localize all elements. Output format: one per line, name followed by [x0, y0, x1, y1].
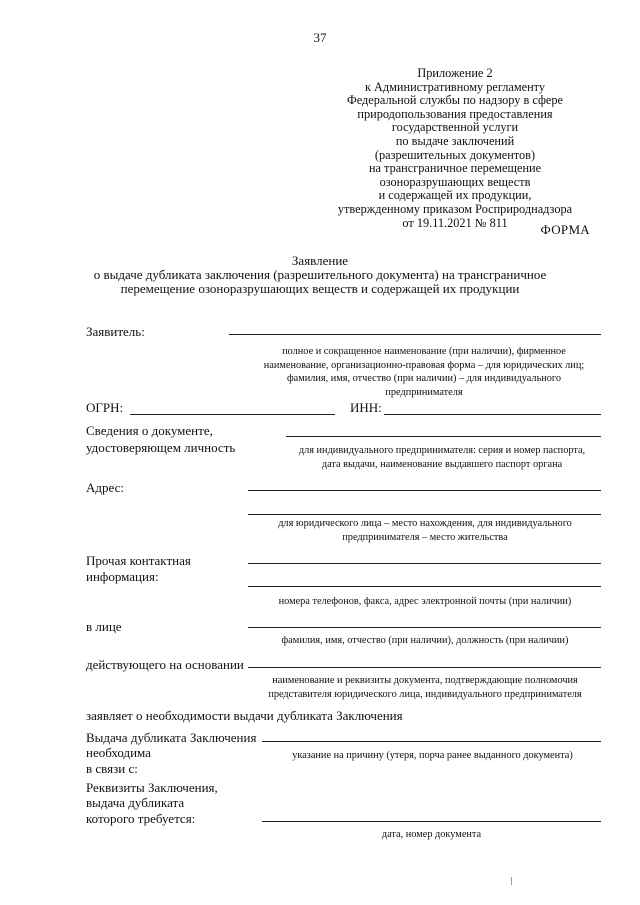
identity-doc-hint: для индивидуального предпринимателя: серия и номер паспорта, дата выдачи, наименование выдавшего паспорт органа: [298, 445, 586, 470]
ogrn-field[interactable]: [130, 414, 335, 415]
inn-label: ИНН:: [350, 400, 382, 415]
inn-field[interactable]: [384, 414, 601, 415]
contacts-hint: номера телефонов, факса, адрес электронной почты (при наличии): [278, 596, 572, 607]
title-line: перемещение озоноразрушающих веществ и содержащей их продукции: [120, 281, 520, 296]
scan-mark: [511, 877, 512, 885]
reason-label-2: необходима: [86, 745, 151, 760]
statement-text: заявляет о необходимости выдачи дубликата Заключения: [86, 708, 403, 723]
acting-basis-hint: наименование и реквизиты документа, подтверждающие полномочия представителя юридического лица, индивидуального предпринимателя: [268, 675, 582, 700]
identity-doc-label-2: удостоверяющем личность: [86, 440, 236, 455]
identity-doc-field[interactable]: [286, 436, 601, 437]
title-line: Заявление: [291, 253, 349, 268]
represented-by-field[interactable]: [248, 627, 601, 628]
appendix-line: от 19.11.2021 № 811: [402, 215, 508, 230]
applicant-hint: полное и сокращенное наименование (при наличии), фирменное наименование, организационно-правовая форма – для юридических лиц; фамилия, имя, отчество (при наличии) – для индивидуального предпринимателя: [263, 346, 585, 398]
identity-doc-label-1: Сведения о документе,: [86, 423, 213, 438]
title-line: о выдаче дубликата заключения (разрешительного документа) на трансграничное: [93, 267, 547, 282]
appendix-line: Приложение 2: [417, 66, 493, 80]
appendix-line: к Административному регламенту: [364, 79, 546, 94]
requisites-hint: дата, номер документа: [381, 829, 482, 840]
requisites-label-3: которого требуется:: [86, 811, 196, 826]
reason-hint: указание на причину (утеря, порча ранее выданного документа): [292, 750, 573, 761]
acting-basis-field[interactable]: [248, 667, 601, 668]
appendix-line: Федеральной службы по надзору в сфере: [347, 93, 563, 108]
form-label: ФОРМА: [540, 222, 590, 237]
applicant-label: Заявитель:: [86, 324, 145, 339]
acting-basis-label: действующего на основании: [86, 657, 244, 672]
appendix-line: утвержденному приказом Росприроднадзора: [337, 201, 573, 216]
document-title: [0, 254, 640, 296]
contacts-label-1: Прочая контактная: [86, 553, 191, 568]
appendix-header: [330, 67, 580, 230]
requisites-label-1: Реквизиты Заключения,: [86, 780, 218, 795]
reason-label-1: Выдача дубликата Заключения: [86, 730, 257, 745]
appendix-line: природопользования предоставления: [357, 106, 553, 121]
appendix-line: озоноразрушающих веществ: [379, 174, 531, 189]
address-field-1[interactable]: [248, 490, 601, 491]
contacts-field-1[interactable]: [248, 563, 601, 564]
appendix-line: по выдаче заключений: [395, 133, 515, 148]
address-label: Адрес:: [86, 480, 124, 495]
appendix-line: государственной услуги: [391, 120, 519, 135]
represented-by-hint: фамилия, имя, отчество (при наличии), должность (при наличии): [281, 635, 569, 646]
address-field-2[interactable]: [248, 514, 601, 515]
page-number: 37: [313, 30, 327, 45]
reason-field[interactable]: [262, 741, 601, 742]
requisites-label-2: выдача дубликата: [86, 795, 185, 810]
appendix-line: и содержащей их продукции,: [378, 188, 532, 203]
reason-label-3: в связи с:: [86, 761, 138, 776]
represented-by-label: в лице: [86, 619, 122, 634]
address-hint: для юридического лица – место нахождения, для индивидуального предпринимателя – место жительства: [278, 518, 572, 543]
contacts-label-2: информация:: [86, 569, 159, 584]
ogrn-label: ОГРН:: [86, 400, 124, 415]
requisites-field[interactable]: [262, 821, 601, 822]
appendix-line: на трансграничное перемещение: [368, 161, 542, 176]
appendix-line: (разрешительных документов): [374, 147, 536, 162]
contacts-field-2[interactable]: [248, 586, 601, 587]
applicant-field[interactable]: [229, 334, 601, 335]
